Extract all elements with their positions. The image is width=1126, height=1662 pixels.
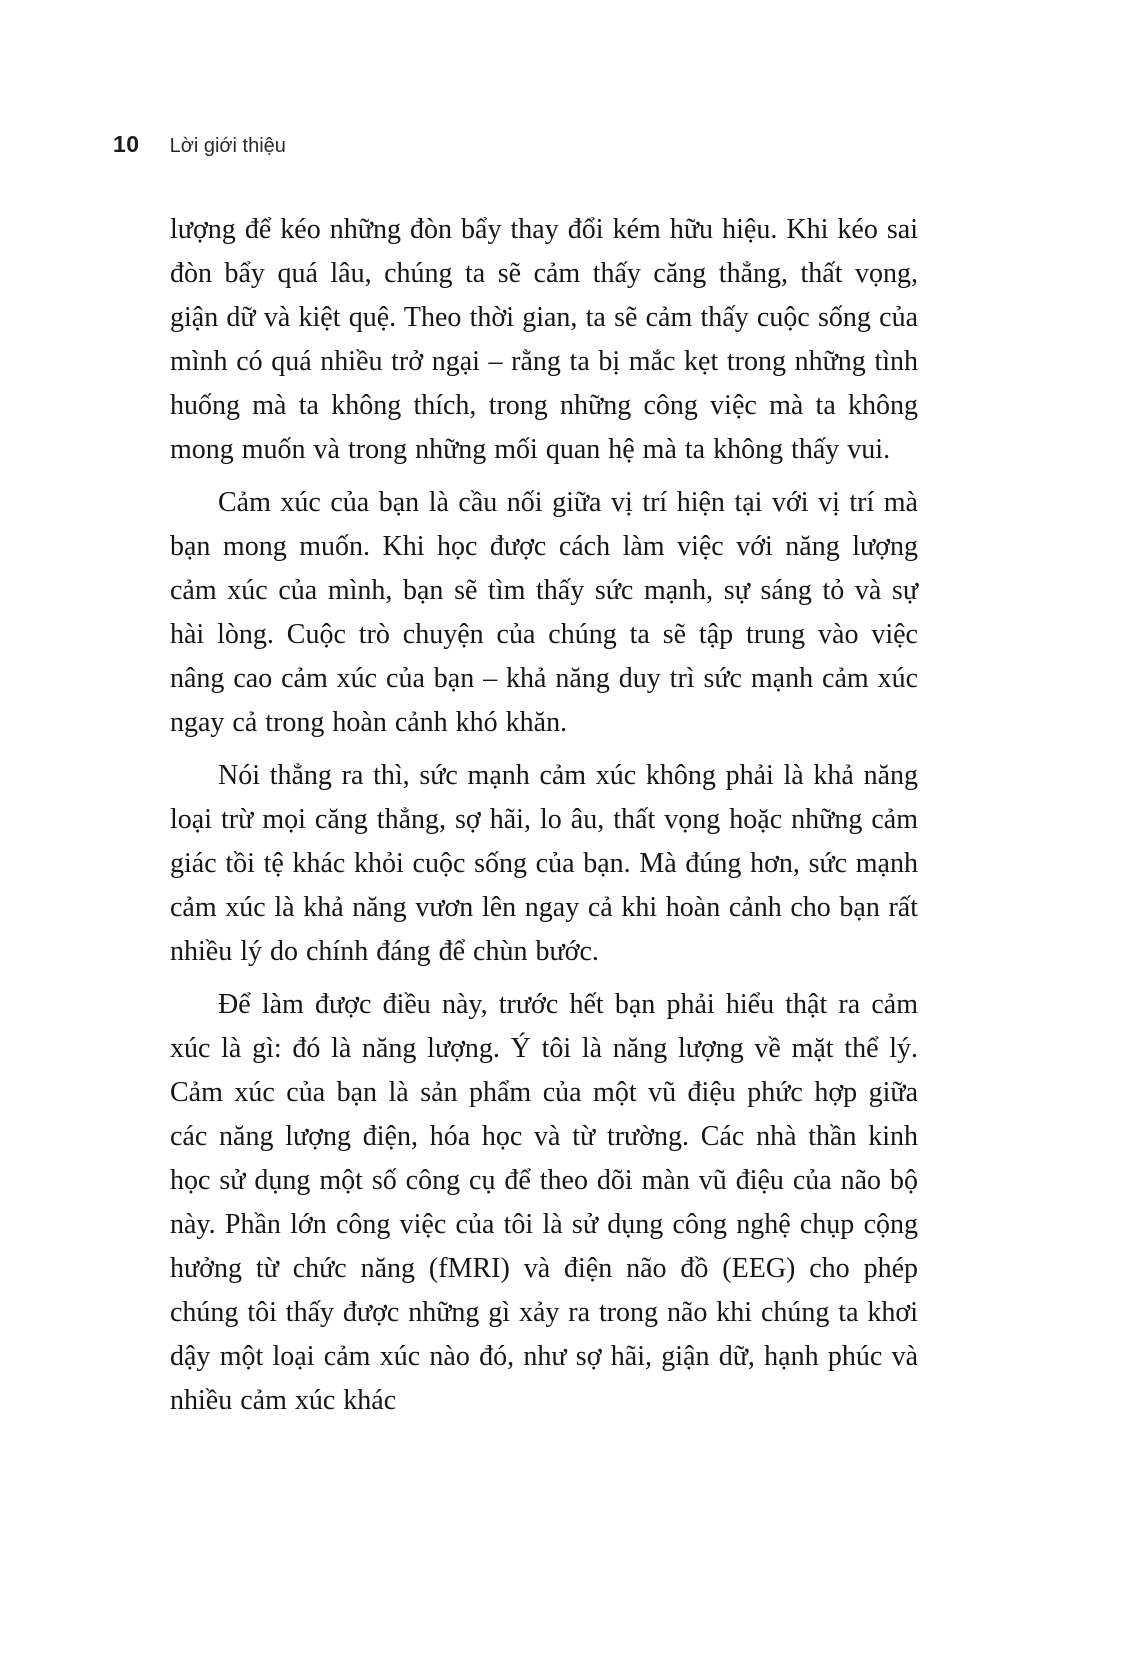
body-text-block [170,208,918,1432]
page-number: 10 [113,131,140,157]
paragraph-continuation: lượng để kéo những đòn bẩy thay đổi kém hữu hiệu. Khi kéo sai đòn bẩy quá lâu, chúng ta sẽ cảm thấy căng thẳng, thất vọng, giận dữ và kiệt quệ. Theo thời gian, ta sẽ cảm thấy cuộc sống của mình có quá nhiều trở ngại – rằng ta bị mắc kẹt trong những tình huống mà ta không thích, trong những công việc mà ta không mong muốn và trong những mối quan hệ mà ta không thấy vui. [170,214,918,465]
paragraph: Nói thẳng ra thì, sức mạnh cảm xúc không phải là khả năng loại trừ mọi căng thẳng, sợ hãi, lo âu, thất vọng hoặc những cảm giác tồi tệ khác khỏi cuộc sống của bạn. Mà đúng hơn, sức mạnh cảm xúc là khả năng vươn lên ngay cả khi hoàn cảnh cho bạn rất nhiều lý do chính đáng để chùn bước. [170,760,918,967]
running-header [113,131,286,158]
running-header-title: Lời giới thiệu [169,135,286,157]
paragraph: Cảm xúc của bạn là cầu nối giữa vị trí hiện tại với vị trí mà bạn mong muốn. Khi học được cách làm việc với năng lượng cảm xúc của mình, bạn sẽ tìm thấy sức mạnh, sự sáng tỏ và sự hài lòng. Cuộc trò chuyện của chúng ta sẽ tập trung vào việc nâng cao cảm xúc của bạn – khả năng duy trì sức mạnh cảm xúc ngay cả trong hoàn cảnh khó khăn. [170,487,918,738]
paragraph: Để làm được điều này, trước hết bạn phải hiểu thật ra cảm xúc là gì: đó là năng lượng. Ý tôi là năng lượng về mặt thể lý. Cảm xúc của bạn là sản phẩm của một vũ điệu phức hợp giữa các năng lượng điện, hóa học và từ trường. Các nhà thần kinh học sử dụng một số công cụ để theo dõi màn vũ điệu của não bộ này. Phần lớn công việc của tôi là sử dụng công nghệ chụp cộng hưởng từ chức năng (fMRI) và điện não đồ (EEG) cho phép chúng tôi thấy được những gì xảy ra trong não khi chúng ta khơi dậy một loại cảm xúc nào đó, như sợ hãi, giận dữ, hạnh phúc và nhiều cảm xúc khác [170,989,918,1416]
